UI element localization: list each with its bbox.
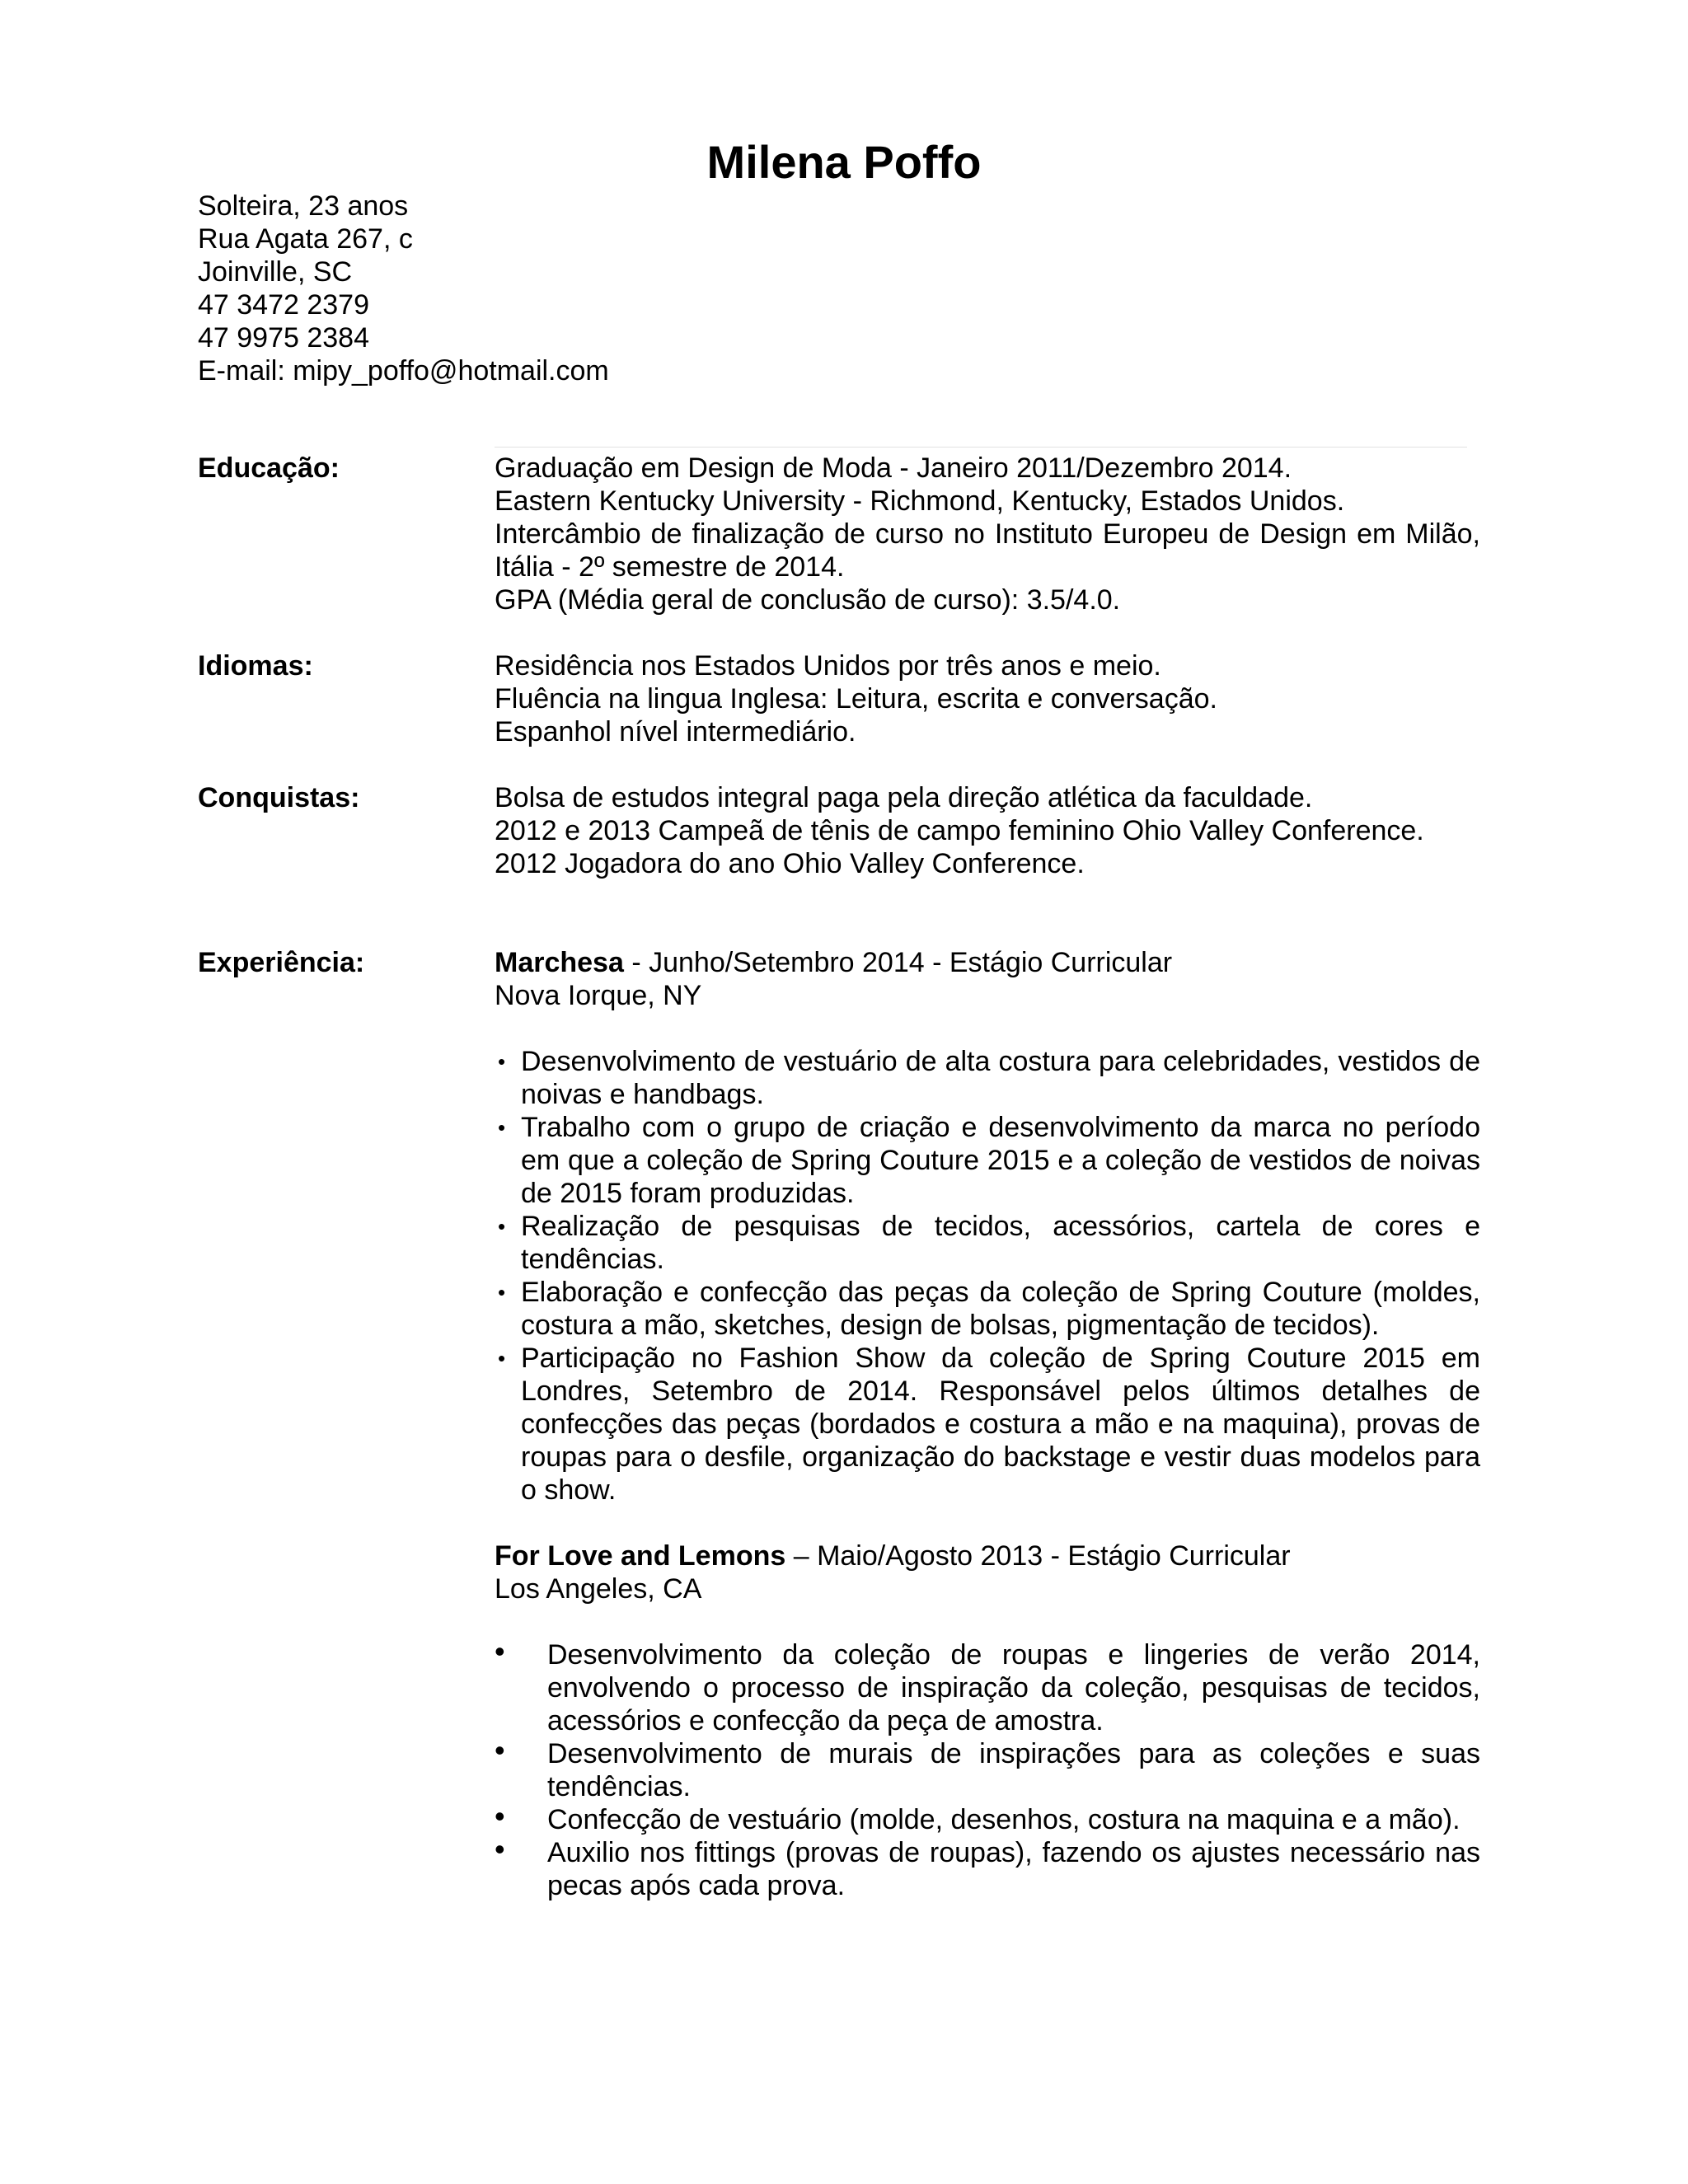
list-item: • Participação no Fashion Show da coleção de Spring Couture 2015 em Londres, Setembro de 2014. Responsável pelos últimos detalhes de confecções das peças (bordados e costura a mão e na maquina), provas de roupas para o desfile, organização do backstage e vestir duas modelos para o show.: [498, 1343, 1480, 1506]
achievement-scholarship: Bolsa de estudos integral paga pela direção atlética da faculdade.: [495, 782, 1313, 813]
education-exchange: Intercâmbio de finalização de curso no Instituto Europeu de Design em Milão, Itália - 2º semestre de 2014.: [495, 518, 1480, 583]
list-item: • Trabalho com o grupo de criação e desenvolvimento da marca no período em que a coleção de Spring Couture 2015 e a coleção de vestidos de noivas de 2015 foram produzidas.: [498, 1112, 1480, 1209]
list-item: • Realização de pesquisas de tecidos, acessórios, cartela de cores e tendências.: [498, 1211, 1480, 1275]
list-item: • Desenvolvimento da coleção de roupas e lingeries de verão 2014, envolvendo o processo de inspiração da coleção, pesquisas de tecidos, acessórios e confecção da peça de amostra.: [495, 1634, 1480, 1736]
achievement-champion: 2012 e 2013 Campeã de tênis de campo feminino Ohio Valley Conference.: [495, 815, 1424, 846]
bullet-icon: •: [495, 1733, 505, 1767]
education-gpa: GPA (Média geral de conclusão de curso): 3.5/4.0.: [495, 584, 1121, 616]
bullet-icon: •: [498, 1214, 506, 1239]
job-title-line: [495, 946, 1480, 979]
job-location: Los Angeles, CA: [495, 1573, 702, 1605]
education-university: Eastern Kentucky University - Richmond, Kentucky, Estados Unidos.: [495, 485, 1345, 517]
experience-section: [495, 946, 1480, 1902]
email: E-mail: mipy_poffo@hotmail.com: [198, 355, 609, 387]
address-street: Rua Agata 267, c: [198, 223, 413, 255]
experience-label: Experiência:: [198, 947, 365, 978]
bullet-icon: •: [498, 1049, 506, 1074]
job-bullet-list: [495, 1634, 1480, 1902]
education-section: [495, 452, 1480, 616]
achievements-label: Conquistas:: [198, 782, 360, 813]
languages-spanish: Espanhol nível intermediário.: [495, 716, 856, 748]
education-degree: Graduação em Design de Moda - Janeiro 2011/Dezembro 2014.: [495, 452, 1292, 484]
list-item: • Confecção de vestuário (molde, desenhos, costura na maquina e a mão).: [495, 1799, 1461, 1835]
list-item: • Desenvolvimento de vestuário de alta costura para celebridades, vestidos de noivas e handbags.: [498, 1046, 1480, 1110]
job-details: – Maio/Agosto 2013 - Estágio Curricular: [785, 1540, 1291, 1572]
bullet-icon: •: [495, 1832, 505, 1866]
bullet-icon: •: [498, 1280, 506, 1305]
job-company: For Love and Lemons: [495, 1540, 786, 1572]
bullet-icon: •: [495, 1634, 505, 1668]
languages-section: [495, 649, 1480, 748]
section-divider: [495, 447, 1467, 448]
job-company: Marchesa: [495, 947, 624, 978]
job-bullet-list: [495, 1045, 1480, 1507]
education-label: Educação:: [198, 452, 340, 484]
bullet-icon: •: [498, 1115, 506, 1140]
job-location: Nova Iorque, NY: [495, 980, 702, 1011]
bullet-icon: •: [498, 1346, 506, 1371]
bullet-icon: •: [495, 1799, 505, 1833]
languages-label: Idiomas:: [198, 650, 313, 682]
achievements-section: [495, 781, 1480, 880]
address-city: Joinville, SC: [198, 256, 353, 288]
achievement-player-of-year: 2012 Jogadora do ano Ohio Valley Conference.: [495, 848, 1085, 879]
list-item: • Auxilio nos fittings (provas de roupas), fazendo os ajustes necessário nas pecas após cada prova.: [495, 1832, 1480, 1901]
phone-mobile: 47 9975 2384: [198, 322, 369, 354]
candidate-name: Milena Poffo: [706, 136, 982, 188]
phone-landline: 47 3472 2379: [198, 289, 369, 321]
marital-status-age: Solteira, 23 anos: [198, 190, 409, 222]
job-details: - Junho/Setembro 2014 - Estágio Curricular: [623, 947, 1173, 978]
contact-block: [198, 190, 609, 387]
languages-english: Fluência na lingua Inglesa: Leitura, escrita e conversação.: [495, 683, 1217, 715]
list-item: • Desenvolvimento de murais de inspirações para as coleções e suas tendências.: [495, 1733, 1480, 1802]
languages-residence: Residência nos Estados Unidos por três anos e meio.: [495, 650, 1161, 682]
job-title-line: [495, 1540, 1480, 1572]
list-item: • Elaboração e confecção das peças da coleção de Spring Couture (moldes, costura a mão, sketches, design de bolsas, pigmentação de tecidos).: [498, 1277, 1480, 1341]
